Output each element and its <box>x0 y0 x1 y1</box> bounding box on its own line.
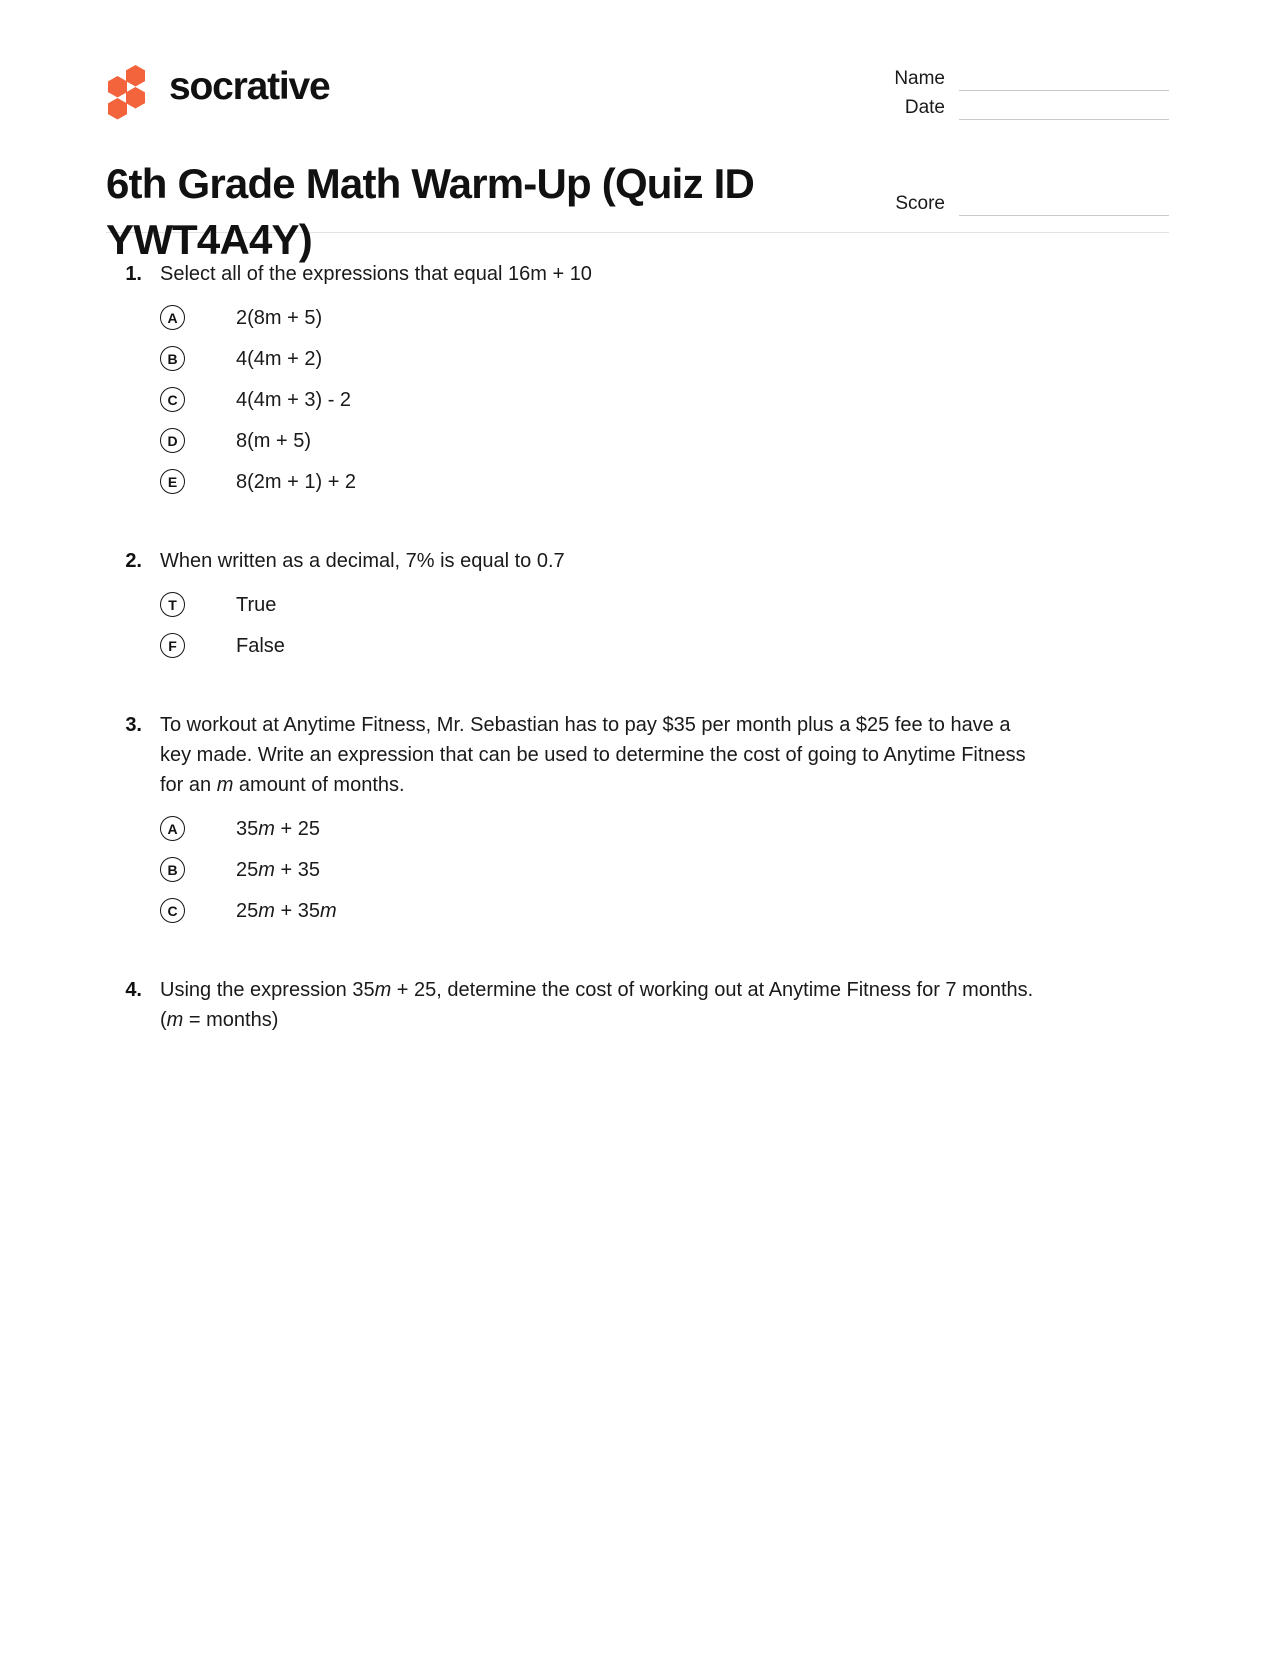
brand-wordmark: socrative <box>169 64 330 108</box>
worksheet-header <box>106 0 1169 263</box>
option-bubble-wrap <box>106 857 214 882</box>
hexagon-icon-mid-left <box>108 76 127 98</box>
option-bubble-wrap <box>106 387 214 412</box>
option-bubble-wrap <box>106 428 214 453</box>
option-row[interactable] <box>106 338 1169 379</box>
score-input-line[interactable] <box>959 193 1169 216</box>
option-bubble-c[interactable]: C <box>160 387 185 412</box>
question-header <box>106 975 1169 1035</box>
question-text: Select all of the expressions that equal 16m + 10 <box>160 263 592 285</box>
option-row[interactable] <box>106 461 1169 502</box>
score-label: Score <box>895 193 945 214</box>
option-text: False <box>236 634 285 657</box>
option-text: 2(8m + 5) <box>236 306 323 329</box>
option-bubble-wrap <box>106 816 214 841</box>
option-text: 8(m + 5) <box>236 429 312 452</box>
option-bubble-wrap <box>106 633 214 658</box>
score-field-row <box>834 187 1169 216</box>
option-bubble-b[interactable]: B <box>160 857 185 882</box>
option-bubble-wrap <box>106 592 214 617</box>
option-bubble-wrap <box>106 898 214 923</box>
name-input-line[interactable] <box>959 68 1169 91</box>
question-text: When written as a decimal, 7% is equal to 0.7 <box>160 550 565 572</box>
name-field-row <box>834 62 1169 91</box>
option-bubble-wrap <box>106 305 214 330</box>
socrative-hexagon-icon <box>106 63 152 109</box>
option-text: 8(2m + 1) + 2 <box>236 470 357 493</box>
option-list <box>106 297 1169 502</box>
option-bubble-wrap <box>106 469 214 494</box>
option-bubble-d[interactable]: D <box>160 428 185 453</box>
option-row[interactable] <box>106 849 1169 890</box>
question-header <box>106 710 1169 800</box>
option-list <box>106 584 1169 666</box>
option-row[interactable] <box>106 584 1169 625</box>
option-bubble-t[interactable]: T <box>160 592 185 617</box>
date-input-line[interactable] <box>959 97 1169 120</box>
hexagon-icon-top-right <box>126 65 145 87</box>
question-item <box>106 546 1169 666</box>
question-item <box>106 975 1169 1035</box>
name-label: Name <box>894 68 945 89</box>
question-number: 4. <box>125 979 142 1001</box>
page-title: 6th Grade Math Warm-Up (Quiz ID YWT4A4Y) <box>106 160 755 263</box>
question-item <box>106 710 1169 931</box>
question-text: To workout at Anytime Fitness, Mr. Sebastian has to pay $35 per month plus a $25 fee to have a key made. Write an expression that can be used to determine the cost of going to Anytime Fitness for an m amount of months. <box>160 714 1026 796</box>
option-text: 4(4m + 3) - 2 <box>236 388 352 411</box>
option-bubble-wrap <box>106 346 214 371</box>
question-header <box>106 546 1169 576</box>
option-bubble-a[interactable]: A <box>160 816 185 841</box>
option-text: 25m + 35 <box>236 858 320 881</box>
option-text: 4(4m + 2) <box>236 347 323 370</box>
option-bubble-a[interactable]: A <box>160 305 185 330</box>
option-text: 25m + 35m <box>236 899 337 922</box>
option-text: 35m + 25 <box>236 817 320 840</box>
question-list <box>106 233 1169 1035</box>
hexagon-icon-mid-right <box>126 87 145 109</box>
option-bubble-b[interactable]: B <box>160 346 185 371</box>
question-item <box>106 259 1169 502</box>
option-row[interactable] <box>106 890 1169 931</box>
option-bubble-e[interactable]: E <box>160 469 185 494</box>
option-text: True <box>236 593 277 616</box>
option-row[interactable] <box>106 420 1169 461</box>
date-field-row <box>834 91 1169 120</box>
option-bubble-c[interactable]: C <box>160 898 185 923</box>
option-row[interactable] <box>106 625 1169 666</box>
question-number: 2. <box>125 550 142 572</box>
question-number: 3. <box>125 714 142 736</box>
option-row[interactable] <box>106 379 1169 420</box>
option-row[interactable] <box>106 808 1169 849</box>
option-bubble-f[interactable]: F <box>160 633 185 658</box>
option-list <box>106 808 1169 931</box>
student-meta-fields <box>834 62 1169 216</box>
option-row[interactable] <box>106 297 1169 338</box>
date-label: Date <box>904 97 945 118</box>
question-number: 1. <box>125 263 142 285</box>
question-text: Using the expression 35m + 25, determine the cost of working out at Anytime Fitness for 7 months. (m = months) <box>160 979 1034 1031</box>
